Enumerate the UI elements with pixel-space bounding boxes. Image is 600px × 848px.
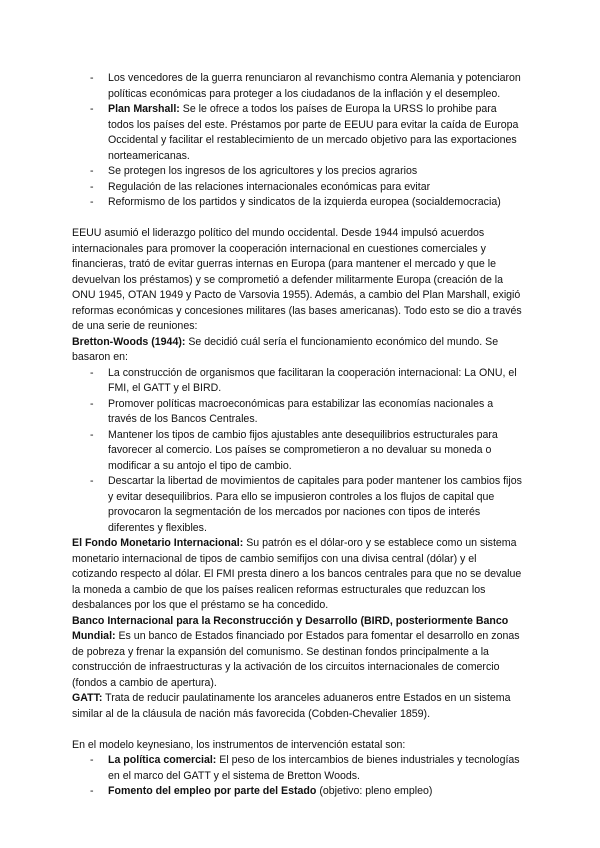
fmi-paragraph: El Fondo Monetario Internacional: Su patrón es el dólar-oro y se establece como un sistema monetario internacional de tipos de cambio semifijos con una divisa central (dólar) y el cotizando respecto al dólar. El FMI presta dinero a los bancos centrales para que no se devalue la moneda a cambio de que los países realicen reformas estructurales que reduzcan los desbalances por los que el préstamo se ha concedido.: [72, 537, 522, 611]
fomento-empleo-label: Fomento del empleo por parte del Estado: [108, 785, 317, 797]
bretton-woods-label: Bretton-Woods (1944):: [72, 335, 186, 348]
list-item: - La política comercial: El peso de los intercambios de bienes industriales y tecnologías en el marco del GATT y el sistema de Bretton Woods.: [90, 754, 520, 782]
bird-paragraph: Banco Internacional para la Reconstrucción y Desarrollo (BIRD, posteriormente Banco Mundial: Es un banco de Estados financiado por Estados para fomentar el desarrollo en zonas de pobreza y frenar la expansión del comunismo. Se destinan fondos principalmente a la construcción de infraestructuras y la activación de los circuitos internacionales de comercio (fondos a cambio de apertura).: [72, 614, 520, 689]
document-page: [72, 71, 524, 800]
gatt-paragraph: GATT: Trata de reducir paulatinamente los aranceles aduaneros entre Estados en un sistema similar al de la cláusula de nación más favorecida (Cobden-Chevalier 1859).: [72, 692, 511, 720]
list-item: - La construcción de organismos que facilitaran la cooperación internacional: La ONU, el FMI, el GATT y el BIRD.: [90, 366, 517, 394]
bird-label: Banco Internacional para la Reconstrucción y Desarrollo (BIRD, posteriormente Banco Mundial:: [72, 614, 509, 642]
gatt-label: GATT:: [72, 692, 103, 704]
list-item: - Mantener los tipos de cambio fijos ajustables ante desequilibrios estructurales para favorecer al comercio. Los países se comprometieron a no devaluar su moneda o modificar a su antojo el tipo de cambio.: [90, 428, 498, 472]
bretton-woods-list: [72, 366, 524, 537]
list-item: - Regulación de las relaciones internacionales económicas para evitar: [90, 180, 431, 193]
list-item: - Los vencedores de la guerra renunciaron al revanchismo contra Alemania y potenciaron políticas económicas para proteger a los ciudadanos de la inflación y el desempleo.: [90, 72, 521, 100]
plan-marshall-label: Plan Marshall:: [108, 103, 180, 115]
list-item: - Reformismo de los partidos y sindicatos de la izquierda europea (socialdemocracia): [90, 196, 501, 208]
consequences-list: [72, 71, 524, 211]
list-item: - Se protegen los ingresos de los agricultores y los precios agrarios: [90, 165, 418, 177]
list-item: - Promover políticas macroeconómicas para estabilizar las economías nacionales a través de los Bancos Centrales.: [90, 397, 494, 425]
bretton-woods-paragraph: Bretton-Woods (1944): Se decidió cuál sería el funcionamiento económico del mundo. Se basaron en:: [72, 335, 499, 363]
fmi-label: El Fondo Monetario Internacional:: [72, 537, 244, 549]
eeuu-paragraph: EEUU asumió el liderazgo político del mundo occidental. Desde 1944 impulsó acuerdos internacionales para promover la cooperación internacional en cuestiones comerciales y financieras, trató de evitar guerras internas en Europa (para mantener el mercado y que le devuelvan los préstamos) y se comprometió a defender militarmente Europa (creación de la ONU 1945, OTAN 1949 y Pacto de Varsovia 1955). Además, a cambio del Plan Marshall, exigió reformas económicas y concesiones militares (las bases americanas). Todo esto se dio a través de una serie de reuniones:: [72, 227, 522, 332]
list-item: - Plan Marshall: Se le ofrece a todos los países de Europa la URSS lo prohibe para todos los países del este. Préstamos por parte de EEUU para evitar la caída de Europa Occidental y facilitar el restablecimiento de un mercado objetivo para las exportaciones norteamericanas.: [90, 103, 519, 162]
list-item: - Fomento del empleo por parte del Estado (objetivo: pleno empleo): [90, 785, 433, 797]
list-item: - Descartar la libertad de movimientos de capitales para poder mantener los cambios fijos y evitar desequilibrios. Para ello se impusieron controles a los flujos de capital que provocaron la segmentación de los mercados por naciones con tipos de interés diferentes y flexibles.: [90, 475, 522, 534]
keynes-intro: En el modelo keynesiano, los instrumentos de intervención estatal son:: [72, 738, 406, 751]
politica-comercial-label: La política comercial:: [108, 754, 217, 766]
keynes-list: [72, 753, 524, 800]
